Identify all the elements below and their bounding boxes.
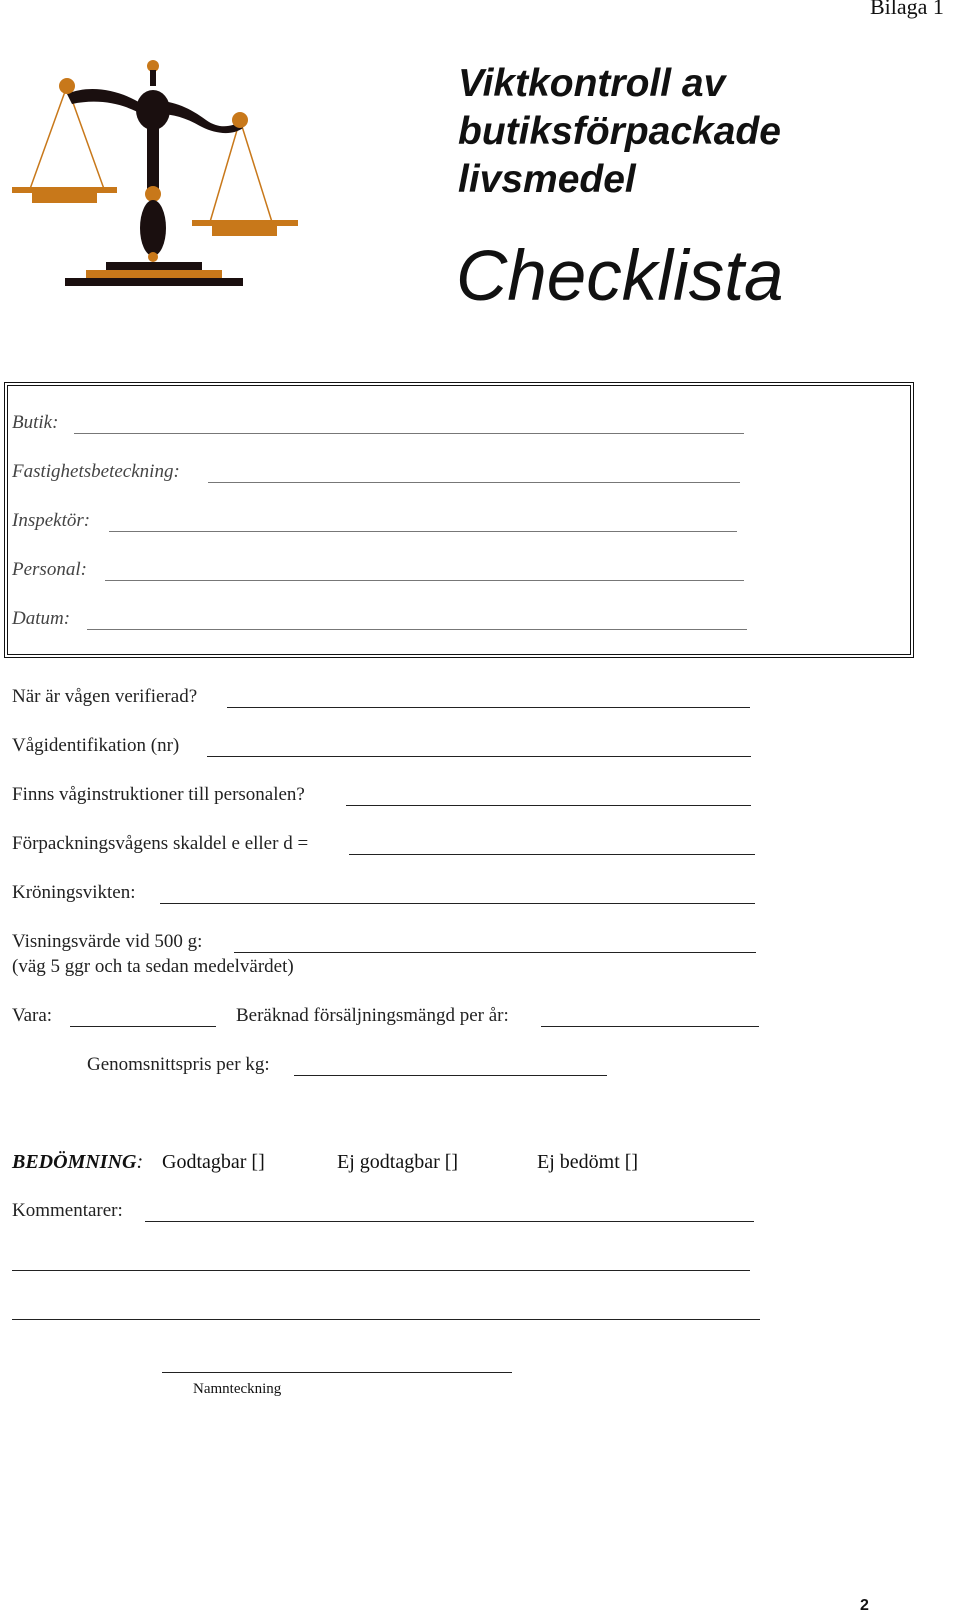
comments-field-1[interactable] (145, 1221, 754, 1222)
inspektor-label: Inspektör: (12, 510, 91, 531)
butik-label: Butik: (12, 412, 59, 433)
title-line-1: Viktkontroll av (458, 62, 726, 105)
assessment-label: BEDÖMNING (12, 1151, 137, 1173)
fastighet-field[interactable] (208, 482, 740, 483)
personal-label: Personal: (12, 559, 87, 580)
datum-field[interactable] (87, 629, 747, 630)
comments-field-3[interactable] (12, 1319, 760, 1320)
instruktioner-label: Finns våginstruktioner till personalen? (12, 784, 305, 805)
personal-field[interactable] (105, 580, 744, 581)
visning-label: Visningsvärde vid 500 g: (12, 931, 203, 952)
vara-field[interactable] (70, 1026, 216, 1027)
vara-label: Vara: (12, 1005, 53, 1026)
comments-field-2[interactable] (12, 1270, 750, 1271)
inspektor-field[interactable] (109, 531, 737, 532)
attachment-label: Bilaga 1 (870, 0, 944, 19)
info-box (4, 382, 914, 658)
instruktioner-field[interactable] (346, 805, 751, 806)
datum-label: Datum: (12, 608, 71, 629)
skaldel-label: Förpackningsvågens skaldel e eller d = (12, 833, 309, 854)
verifierad-label: När är vågen verifierad? (12, 686, 198, 707)
option-ej-godtagbar[interactable]: Ej godtagbar [] (337, 1151, 459, 1173)
snittpris-label: Genomsnittspris per kg: (87, 1054, 270, 1075)
fastighet-label: Fastighetsbeteckning: (12, 461, 180, 482)
forsaljning-label: Beräknad försäljningsmängd per år: (236, 1005, 509, 1026)
kroning-field[interactable] (160, 903, 755, 904)
butik-field[interactable] (74, 433, 744, 434)
balance-scale-icon (10, 56, 310, 304)
page-number: 2 (860, 1597, 869, 1614)
comments-label: Kommentarer: (12, 1200, 123, 1221)
title-line-2: butiksförpackade (458, 110, 781, 153)
title-line-3: livsmedel (458, 158, 636, 201)
signature-field[interactable] (162, 1372, 512, 1373)
assessment-colon: : (136, 1151, 144, 1173)
signature-label: Namnteckning (193, 1381, 282, 1397)
skaldel-field[interactable] (349, 854, 755, 855)
option-ej-bedomt[interactable]: Ej bedömt [] (537, 1151, 639, 1173)
page-subtitle: Checklista (456, 237, 784, 316)
vagid-field[interactable] (207, 756, 751, 757)
snittpris-field[interactable] (294, 1075, 607, 1076)
forsaljning-field[interactable] (541, 1026, 759, 1027)
visning-note: (väg 5 ggr och ta sedan medelvärdet) (12, 956, 294, 977)
vagid-label: Vågidentifikation (nr) (12, 735, 180, 756)
assessment-heading (12, 1151, 143, 1174)
option-godtagbar[interactable]: Godtagbar [] (162, 1151, 265, 1173)
kroning-label: Kröningsvikten: (12, 882, 136, 903)
verifierad-field[interactable] (227, 707, 750, 708)
visning-field[interactable] (234, 952, 756, 953)
